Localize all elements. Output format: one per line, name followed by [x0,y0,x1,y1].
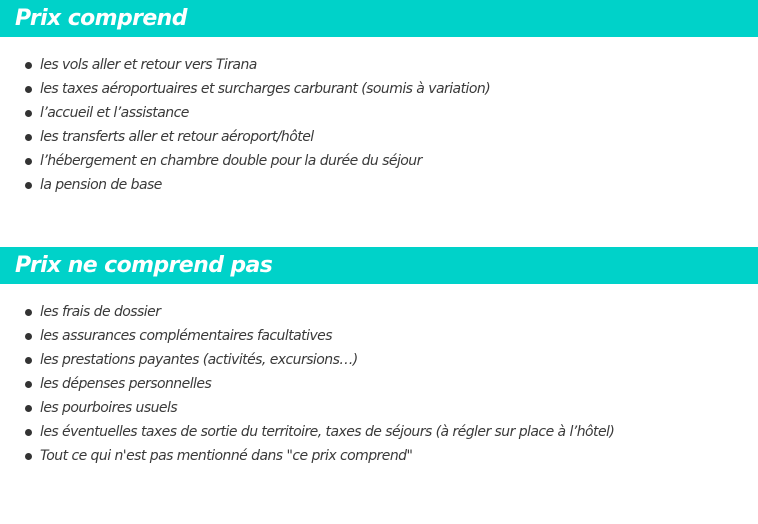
list-item-text: les vols aller et retour vers Tirana [40,57,257,73]
bullet-icon [25,357,32,364]
list-item [0,300,614,324]
list-item-text: les pourboires usuels [40,400,178,416]
excluded-header-band [0,247,758,284]
bullet-icon [25,134,32,141]
bullet-icon [25,182,32,189]
list-item [0,149,490,173]
bullet-icon [25,309,32,316]
bullet-icon [25,158,32,165]
list-item [0,53,490,77]
list-item [0,125,490,149]
list-item-text: les transferts aller et retour aéroport/hôtel [40,129,314,145]
list-item [0,324,614,348]
list-item-text: les taxes aéroportuaires et surcharges carburant (soumis à variation) [40,81,491,97]
bullet-icon [25,110,32,117]
bullet-icon [25,62,32,69]
list-item-text: les frais de dossier [40,304,161,320]
list-item-text: Tout ce qui n'est pas mentionné dans "ce prix comprend" [40,448,413,464]
list-item-text: les éventuelles taxes de sortie du territoire, taxes de séjours (à régler sur place à l’hôtel) [40,424,615,440]
excluded-list [0,300,614,468]
bullet-icon [25,333,32,340]
list-item-text: la pension de base [40,177,162,193]
excluded-heading: Prix ne comprend pas [15,253,273,278]
list-item [0,101,490,125]
list-item-text: l’hébergement en chambre double pour la durée du séjour [40,153,422,169]
list-item [0,444,614,468]
list-item [0,396,614,420]
list-item [0,372,614,396]
bullet-icon [25,86,32,93]
bullet-icon [25,405,32,412]
list-item-text: les dépenses personnelles [40,376,212,392]
bullet-icon [25,453,32,460]
bullet-icon [25,381,32,388]
bullet-icon [25,429,32,436]
list-item [0,420,614,444]
list-item-text: les assurances complémentaires facultatives [40,328,332,344]
included-header-band [0,0,758,37]
list-item-text: les prestations payantes (activités, excursions…) [40,352,358,368]
list-item [0,77,490,101]
included-list [0,53,490,197]
list-item [0,173,490,197]
included-heading: Prix comprend [15,6,187,31]
list-item [0,348,614,372]
list-item-text: l’accueil et l’assistance [40,105,189,121]
